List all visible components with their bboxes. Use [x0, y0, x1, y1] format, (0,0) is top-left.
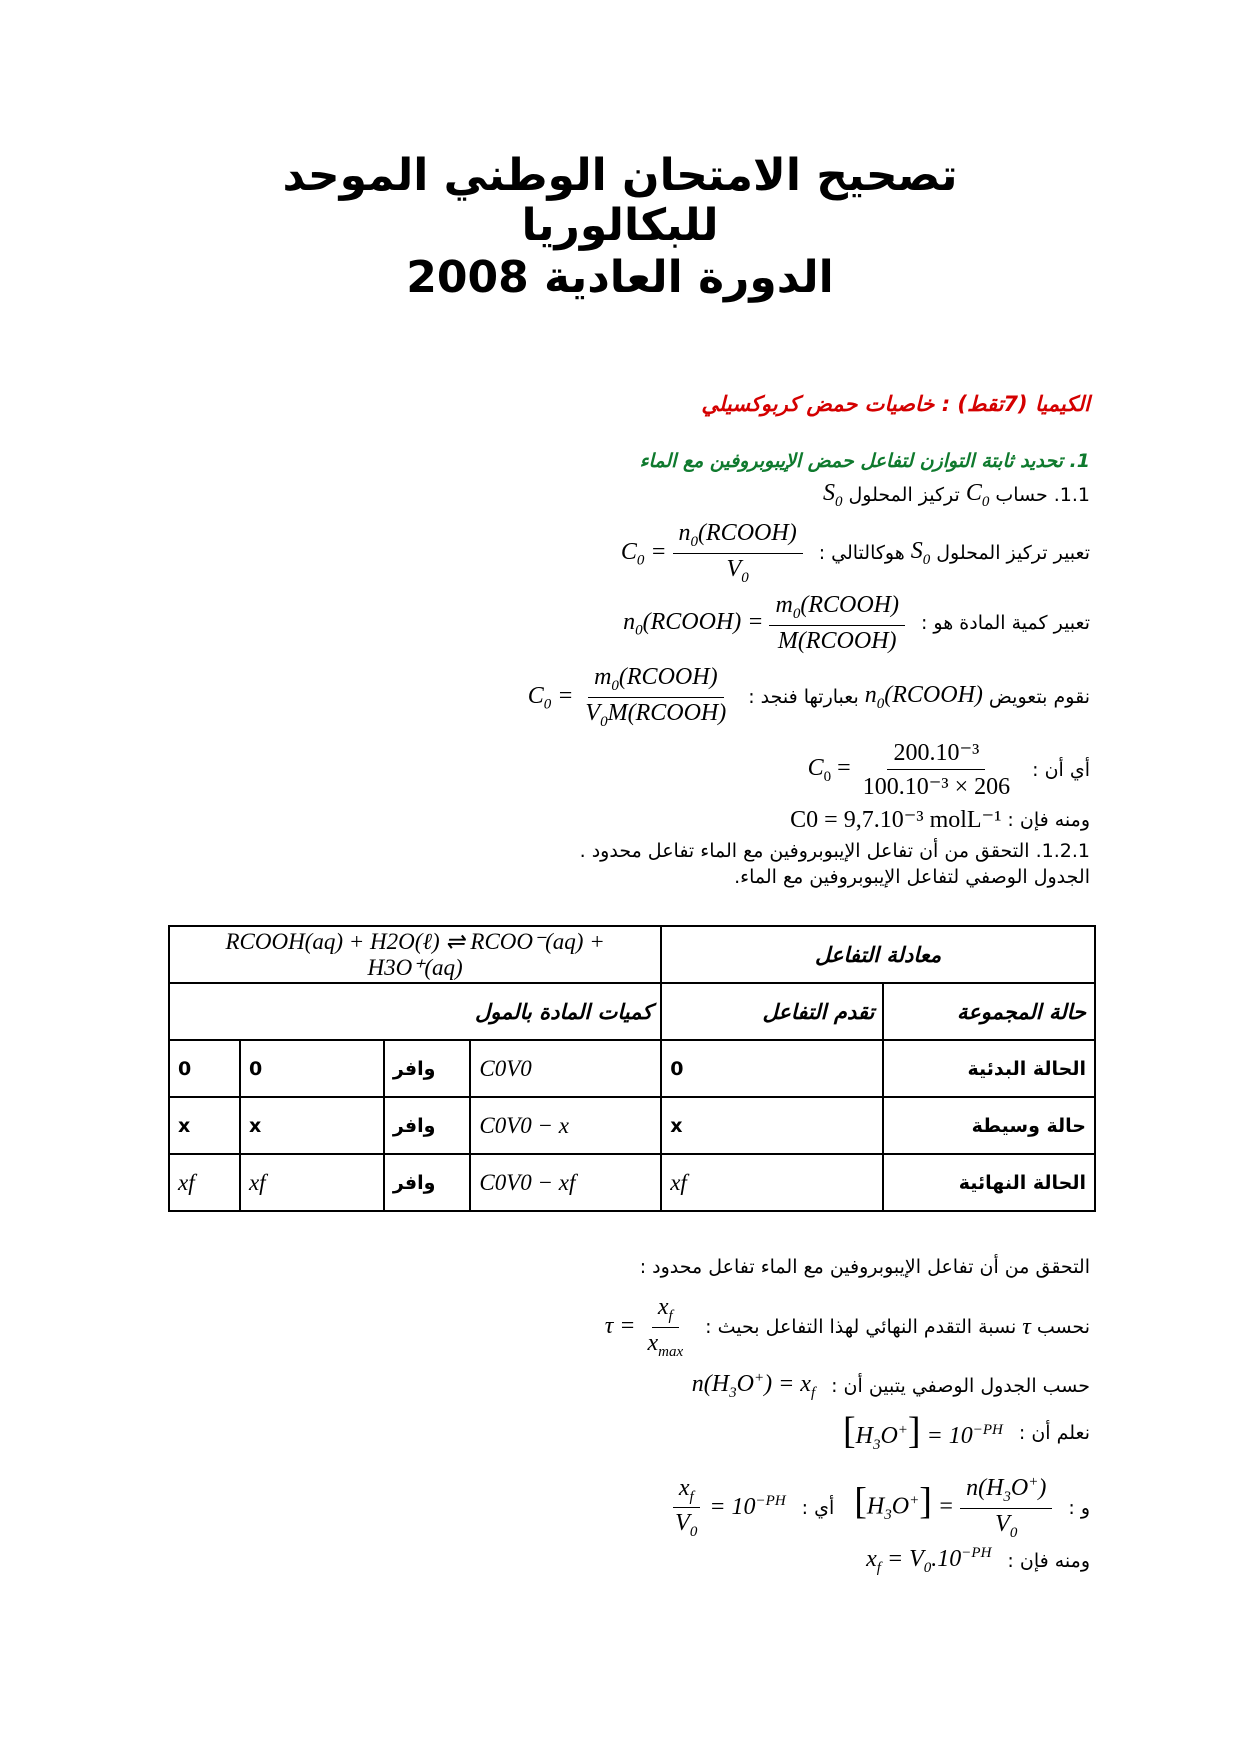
tau-label-b: نسبة التقدم النهائي لهذا التفاعل بحيث :	[705, 1316, 1017, 1339]
table-intro: الجدول الوصفي لتفاعل الإيبوبروفين مع الماء.	[734, 866, 1090, 888]
doc-title-line1: تصحيح الامتحان الوطني الموحد	[282, 150, 958, 201]
c0-numeric: $C_0$ = $\frac{\text{200.10⁻³}}{\text{100.10⁻³ × 206}}$	[808, 738, 1016, 801]
doc-title-line2: للبكالوريا	[521, 200, 719, 251]
q11-text: 1.1. حساب	[995, 484, 1090, 507]
expr-label: تعبير تركيز المحلول	[936, 542, 1090, 565]
s0-symbol: $S_0$	[823, 480, 843, 510]
section-heading: الكيميا (7تقط) : خاصيات حمض كربوكسيلي	[701, 392, 1090, 416]
row-h3o: xf	[169, 1154, 240, 1211]
n0-formula: $n_0(RCOOH)$ = $\frac{m_0(RCOOH)}{\text{M(RCOOH)}}$	[623, 592, 905, 655]
row-state: حالة وسيطة	[883, 1097, 1095, 1154]
numeric-numerator: 200.10⁻³	[887, 738, 985, 770]
expr-label-b: هوكالتالي :	[818, 542, 905, 565]
q11-line	[823, 480, 1090, 511]
amount-line	[623, 592, 1090, 655]
row-progress: 0	[661, 1040, 883, 1097]
row-state: الحالة النهائية	[883, 1154, 1095, 1211]
subst-line	[528, 664, 1090, 731]
row-water: وافر	[384, 1097, 471, 1154]
doc-title-line3: الدورة العادية 2008	[406, 252, 834, 303]
we-know-line	[843, 1412, 1090, 1454]
row-h3o: 0	[169, 1040, 240, 1097]
col-amounts-header: كميات المادة بالمول	[169, 983, 661, 1040]
col-progress-header: تقدم التفاعل	[661, 983, 883, 1040]
row-acid: C0V0 − x	[470, 1097, 661, 1154]
row-water: وافر	[384, 1040, 471, 1097]
c0-formula: $C_0$ = $\frac{n_0(RCOOH)}{V_0}$	[621, 520, 803, 587]
verify-text: التحقق من أن تفاعل الإيبوبروفين مع الماء تفاعل محدود :	[639, 1256, 1090, 1278]
we-know-label: نعلم أن :	[1018, 1421, 1090, 1444]
ph-formula: $[H_3O^+] = 10^{-PH}$	[842, 1410, 1003, 1453]
row-water: وافر	[384, 1154, 471, 1211]
hence-line	[866, 1545, 1090, 1577]
row-state: الحالة البدئية	[883, 1040, 1095, 1097]
xf-v0-formula: $\frac{x_f}{V_0}$ = $10^{-PH}$	[669, 1475, 786, 1542]
and-line	[669, 1474, 1090, 1542]
q121-text: 1.2.1. التحقق من أن تفاعل الإيبوبروفين مع الماء تفاعل محدود .	[579, 840, 1090, 862]
part1-heading: 1. تحديد ثابتة التوازن لتفاعل حمض الإيبوبروفين مع الماء	[639, 450, 1090, 472]
ie-label: أي :	[801, 1496, 835, 1519]
numeric-denominator: 100.10⁻³ × 206	[862, 774, 1011, 800]
subst-label: نقوم بتعويض	[988, 686, 1090, 709]
c0-full-formula: $C_0$ = $\frac{m_0(RCOOH)}{V_0M(RCOOH)}$	[527, 664, 727, 730]
advancement-table	[168, 925, 1096, 1212]
amount-label: تعبير كمية المادة هو :	[920, 612, 1090, 635]
result-value: C0 = 9,7.10⁻³ molL⁻¹	[790, 807, 1002, 833]
tau-label: نحسب	[1036, 1316, 1090, 1339]
table-says-line	[692, 1370, 1090, 1402]
subst-label-b: بعبارتها فنجد :	[748, 686, 859, 709]
hence-label: ومنه فإن :	[1007, 1549, 1090, 1572]
expr-c0-line	[621, 520, 1090, 587]
table-row	[169, 1154, 1095, 1211]
row-progress: xf	[661, 1154, 883, 1211]
table-equation-row	[169, 926, 1095, 983]
row-base: 0	[240, 1040, 384, 1097]
table-row	[169, 1097, 1095, 1154]
table-row	[169, 1040, 1095, 1097]
equation: RCOOH(aq) + H2O(ℓ) ⇌ RCOO⁻(aq) + H3O⁺(aq)	[169, 926, 661, 983]
result-line	[790, 805, 1090, 834]
c0-symbol: $C_0$	[965, 480, 990, 510]
table-says-label: حسب الجدول الوصفي يتبين أن :	[831, 1374, 1090, 1397]
col-state-header: حالة المجموعة	[883, 983, 1095, 1040]
q11-text-b: تركيز المحلول	[848, 484, 960, 507]
row-progress: x	[661, 1097, 883, 1154]
s0-symbol-2: $S_0$	[910, 537, 931, 568]
tau-line	[605, 1294, 1090, 1361]
means-label: أي أن :	[1032, 758, 1090, 781]
and-label: و :	[1068, 1496, 1090, 1519]
numeric-line	[808, 738, 1090, 801]
tau-formula: τ = $\frac{x_f}{x_{max}}$	[604, 1294, 684, 1360]
row-base: x	[240, 1097, 384, 1154]
row-h3o: x	[169, 1097, 240, 1154]
tau-symbol: τ	[1022, 1313, 1031, 1340]
nh3o-formula: $n(H_3O^+) = x_f$	[691, 1370, 816, 1401]
result-label: ومنه فإن :	[1007, 808, 1090, 831]
n0-symbol: $n_0(RCOOH)$	[864, 681, 983, 712]
table-header-row	[169, 983, 1095, 1040]
equation-label: معادلة التفاعل	[661, 926, 1095, 983]
concentration-formula: $[H_3O^+]$ = $\frac{n(H_3O^+)}{V_0}$	[854, 1474, 1052, 1542]
row-acid: C0V0	[470, 1040, 661, 1097]
row-base: xf	[240, 1154, 384, 1211]
row-acid: C0V0 − xf	[470, 1154, 661, 1211]
xf-formula: $x_f = V_0.10^{-PH}$	[866, 1545, 992, 1576]
